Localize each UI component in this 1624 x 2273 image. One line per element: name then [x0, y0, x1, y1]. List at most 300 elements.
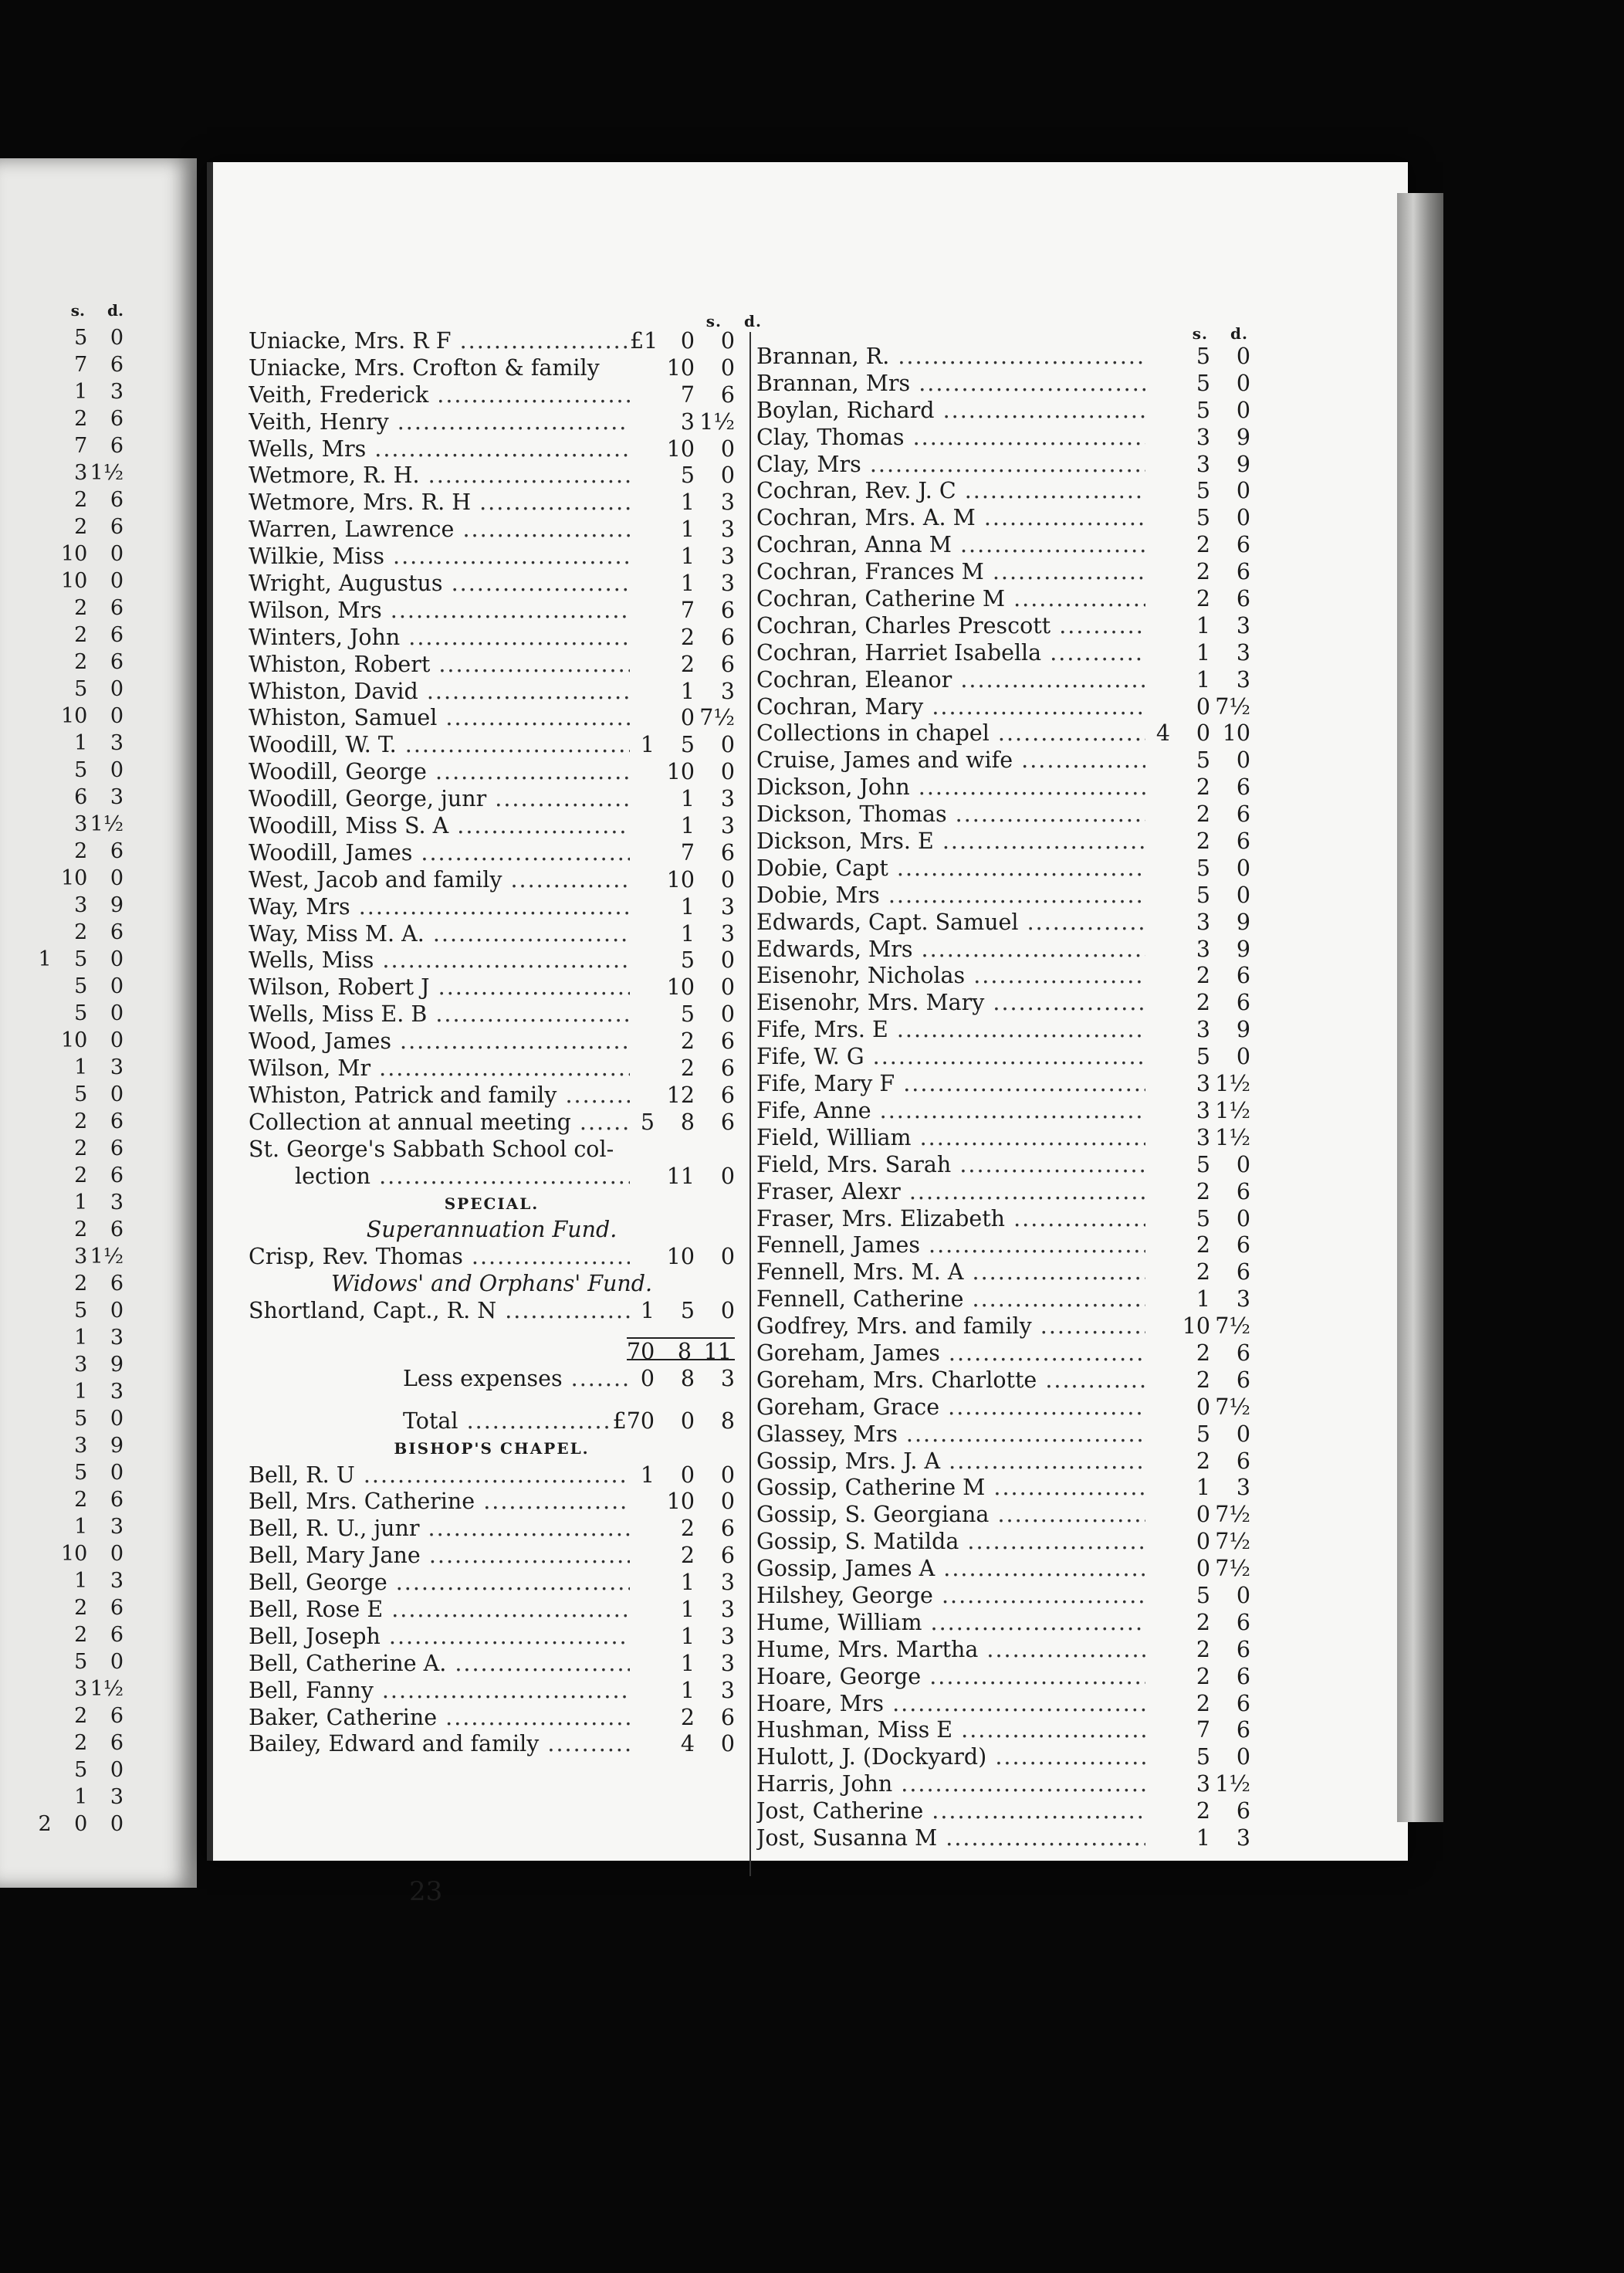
- table-row: [756, 398, 1250, 425]
- table-row: [756, 1798, 1250, 1825]
- subscriber-name: Collection at annual meeting .....: [249, 1109, 630, 1136]
- left-row: [15, 1459, 123, 1486]
- table-row: [249, 328, 735, 355]
- amount-shillings: 10: [1182, 1313, 1210, 1340]
- left-pence: 3: [110, 1380, 123, 1404]
- table-row: [249, 1001, 735, 1028]
- left-shillings: 2: [74, 839, 88, 863]
- left-shillings: 6: [74, 785, 88, 809]
- subscriber-name: Brannan, Mrs .....: [756, 371, 1145, 398]
- amount-shillings: 0: [1196, 693, 1210, 720]
- amount-shillings: 1: [680, 786, 695, 812]
- left-shillings: 2: [74, 1218, 88, 1242]
- left-row: [15, 540, 123, 567]
- amount-shillings: 3: [1196, 936, 1210, 962]
- left-shillings: 3: [74, 812, 88, 836]
- left-shillings: 2: [74, 1623, 88, 1647]
- subscriber-name: Way, Miss M. A. .....: [249, 921, 630, 948]
- table-row: [249, 1624, 735, 1651]
- left-pounds: [15, 1324, 52, 1351]
- left-pounds: [15, 1702, 52, 1729]
- left-shillings: 7: [74, 434, 88, 458]
- amount-pence: 0: [1236, 344, 1250, 369]
- left-pounds: [15, 1135, 52, 1162]
- table-row: [249, 355, 735, 382]
- table-row: [756, 1340, 1250, 1367]
- amount-pence: 3: [720, 571, 735, 597]
- amount-pence: 9: [1236, 424, 1250, 450]
- table-row: [249, 867, 735, 894]
- subscriber-name: Bell, R. U., junr .....: [249, 1516, 630, 1543]
- left-pounds: [15, 892, 52, 919]
- amount-shillings: 2: [680, 1543, 695, 1569]
- amount-shillings: 2: [1196, 586, 1210, 612]
- subscriber-name: Glassey, Mrs .....: [756, 1421, 1145, 1448]
- left-shillings: 1: [74, 1380, 88, 1404]
- table-row: [249, 894, 735, 921]
- left-row: [15, 324, 123, 351]
- left-shillings: 3: [74, 893, 88, 917]
- table-row: [756, 1421, 1250, 1448]
- left-pounds: [15, 459, 52, 486]
- left-pence: 3: [110, 1055, 123, 1079]
- left-row: [15, 1324, 123, 1351]
- amount-pence: 6: [1236, 828, 1250, 855]
- table-row: [249, 544, 735, 571]
- table-row: [756, 1744, 1250, 1771]
- amount-shillings: 3: [1196, 451, 1210, 477]
- subscriber-name: Dickson, Mrs. E .....: [756, 828, 1145, 855]
- left-pence: 0: [110, 1758, 123, 1782]
- left-pounds: [15, 1432, 52, 1459]
- amount-shillings: 5: [1196, 882, 1210, 908]
- left-pence: 0: [110, 947, 123, 971]
- amount-shillings: 5: [1196, 1744, 1210, 1770]
- page-number: 23: [409, 1876, 443, 1907]
- table-row: [756, 1583, 1250, 1610]
- amount-shillings: 12: [666, 1082, 695, 1108]
- amount-pence: 0: [720, 1731, 735, 1757]
- subscriber-name: Bailey, Edward and family .....: [249, 1731, 630, 1758]
- left-shillings: 2: [74, 407, 88, 431]
- amount-shillings: 10: [666, 759, 695, 785]
- left-row: [15, 1243, 123, 1270]
- amount-shillings: 2: [1196, 1663, 1210, 1689]
- table-row: [756, 505, 1250, 532]
- left-pounds: [15, 1621, 52, 1648]
- subscriber-name: Goreham, Grace .....: [756, 1394, 1145, 1421]
- left-row: [15, 1270, 123, 1297]
- left-pounds: [15, 1378, 52, 1405]
- subscriber-name: Uniacke, Mrs. R F .....: [249, 328, 630, 355]
- amount-shillings: 2: [1196, 559, 1210, 585]
- subscriber-name: Hume, Mrs. Martha .....: [756, 1637, 1145, 1664]
- subscriber-name: Whiston, David .....: [249, 679, 630, 706]
- amount-shillings: 3: [1196, 1071, 1210, 1097]
- left-row: [15, 703, 123, 730]
- left-pounds: [15, 973, 52, 1000]
- subscriber-name: Goreham, Mrs. Charlotte .....: [756, 1367, 1145, 1394]
- left-pence: 0: [110, 974, 123, 998]
- amount-shillings: 2: [1196, 828, 1210, 855]
- subscriber-name: Crisp, Rev. Thomas .....: [249, 1244, 630, 1271]
- table-row: [249, 947, 735, 974]
- amount-shillings: 0: [1196, 1529, 1210, 1555]
- left-row: [15, 1162, 123, 1189]
- subscriber-name: Dickson, John .....: [756, 774, 1145, 801]
- amount-shillings: 7: [680, 597, 695, 623]
- table-row: [756, 1179, 1250, 1206]
- left-shillings: 10: [60, 1542, 88, 1566]
- amount-shillings: 1: [680, 678, 695, 704]
- subscriber-name: Whiston, Patrick and family .....: [249, 1082, 630, 1109]
- table-row: [756, 667, 1250, 694]
- left-pounds: [15, 703, 52, 730]
- table-row: [756, 1044, 1250, 1071]
- left-pounds: [15, 324, 52, 351]
- subscriber-name: Veith, Henry .....: [249, 409, 630, 436]
- less-expenses-row: [249, 1366, 735, 1393]
- left-shillings: 5: [74, 1299, 88, 1323]
- left-pounds: [15, 1216, 52, 1243]
- left-pence: 3: [110, 1191, 123, 1214]
- amount-pence: 3: [720, 1623, 735, 1649]
- amount-pence: 6: [720, 1516, 735, 1542]
- amount-shillings: 2: [680, 1704, 695, 1730]
- left-row: [15, 1811, 123, 1838]
- left-pence: 0: [110, 1299, 123, 1323]
- amount-pence: 6: [720, 1028, 735, 1055]
- amount-shillings: 1: [1196, 666, 1210, 693]
- amount-shillings: 8: [680, 1109, 695, 1135]
- amount-pence: 7½: [1215, 1556, 1250, 1582]
- subscriber-name: Woodill, W. T. .....: [249, 732, 630, 759]
- amount-shillings: 1: [680, 489, 695, 516]
- left-shillings: 3: [74, 1353, 88, 1377]
- table-row: [756, 1475, 1250, 1502]
- left-row: [15, 892, 123, 919]
- left-row: [15, 1135, 123, 1162]
- left-pence: 6: [110, 1596, 123, 1620]
- left-row: [15, 919, 123, 946]
- table-row: [249, 1705, 735, 1732]
- table-row: [249, 705, 735, 732]
- left-pence: 0: [110, 677, 123, 701]
- amount-pence: 3: [720, 786, 735, 812]
- subscriber-name: Wells, Miss .....: [249, 947, 630, 974]
- left-pence: 0: [110, 758, 123, 782]
- left-row: [15, 1784, 123, 1811]
- amount-pence: 6: [720, 1109, 735, 1135]
- subscriber-name: Whiston, Robert .....: [249, 652, 630, 679]
- left-shillings: 5: [74, 1082, 88, 1106]
- left-header-d: d.: [107, 301, 123, 320]
- amount-pence: 7½: [699, 705, 735, 731]
- subscriber-name: Godfrey, Mrs. and family .....: [756, 1313, 1145, 1340]
- widows-heading: Widows' and Orphans' Fund.: [330, 1271, 653, 1297]
- table-row: [249, 813, 735, 840]
- amount-shillings: 1: [680, 517, 695, 543]
- left-pence: 0: [110, 866, 123, 890]
- amount-shillings: 1: [680, 920, 695, 947]
- amount-shillings: 2: [1196, 801, 1210, 828]
- amount-shillings: 2: [1196, 1367, 1210, 1393]
- subscriber-name: Cochran, Charles Prescott .....: [756, 613, 1145, 640]
- left-pounds: [15, 676, 52, 703]
- amount-pence: 3: [720, 1570, 735, 1596]
- subscriber-name: Fennell, Mrs. M. A .....: [756, 1259, 1145, 1286]
- amount-shillings: 1: [680, 544, 695, 570]
- amount-pence: 0: [720, 1298, 735, 1324]
- subscriber-name: Wilkie, Miss .....: [249, 544, 630, 571]
- amount-shillings: 5: [1196, 1205, 1210, 1231]
- left-shillings: 2: [74, 1109, 88, 1133]
- left-shillings: 3: [74, 1677, 88, 1701]
- left-pounds: [15, 784, 52, 811]
- amount-shillings: 5: [1196, 505, 1210, 531]
- left-pence: 1½: [90, 461, 123, 485]
- left-pence: 0: [110, 704, 123, 728]
- table-row: [756, 1286, 1250, 1313]
- amount-pounds: £1: [630, 328, 658, 354]
- left-shillings: 1: [74, 731, 88, 755]
- left-pence: 6: [110, 434, 123, 458]
- table-row: [249, 382, 735, 409]
- left-shillings: 1: [74, 1515, 88, 1539]
- amount-pence: 6: [1236, 1717, 1250, 1743]
- subscriber-name: Jost, Catherine .....: [756, 1798, 1145, 1825]
- amount-pounds: 4: [1155, 720, 1170, 747]
- subscriber-name: Woodill, James .....: [249, 840, 630, 867]
- amount-pence: 3: [720, 1650, 735, 1676]
- table-row: [756, 425, 1250, 452]
- subscriber-name: Woodill, Miss S. A .....: [249, 813, 630, 840]
- left-shillings: 5: [74, 1650, 88, 1674]
- subscriber-name: Hilshey, George .....: [756, 1583, 1145, 1610]
- left-pounds: [15, 513, 52, 540]
- table-row: [249, 1462, 735, 1489]
- left-shillings: 3: [74, 461, 88, 485]
- amount-pence: 7½: [1215, 693, 1250, 720]
- left-pounds: [15, 486, 52, 513]
- subscriber-name: Bell, Catherine A. .....: [249, 1651, 630, 1678]
- amount-pence: 0: [720, 947, 735, 974]
- left-row: [15, 676, 123, 703]
- total-label: Total .....: [249, 1408, 608, 1435]
- subscriber-name: Collections in chapel .....: [756, 720, 1145, 747]
- table-row: [756, 1232, 1250, 1259]
- amount-shillings: 0: [1196, 1556, 1210, 1582]
- subscriber-name: Gossip, Catherine M .....: [756, 1475, 1145, 1502]
- table-row: [756, 452, 1250, 479]
- amount-shillings: 1: [1196, 612, 1210, 639]
- amount-shillings: 2: [1196, 1690, 1210, 1716]
- subscriber-name: Gossip, S. Matilda .....: [756, 1529, 1145, 1556]
- subscriber-name: Wetmore, R. H. .....: [249, 462, 630, 489]
- amount-pence: 3: [1236, 1824, 1250, 1851]
- amount-shillings: 1: [1196, 1475, 1210, 1501]
- left-pence: 0: [110, 1407, 123, 1431]
- table-row: [249, 786, 735, 813]
- left-pence: 0: [110, 1650, 123, 1674]
- amount-shillings: 0: [1196, 1394, 1210, 1420]
- left-row: [15, 1432, 123, 1459]
- amount-shillings: 5: [1196, 397, 1210, 423]
- amount-shillings: 10: [666, 1489, 695, 1515]
- left-pounds: [15, 1189, 52, 1216]
- table-row: [756, 1125, 1250, 1152]
- amount-pence: 6: [720, 1055, 735, 1082]
- amount-pounds: 1: [640, 732, 655, 758]
- amount-shillings: 3: [1196, 909, 1210, 935]
- left-pence: 6: [110, 1704, 123, 1728]
- amount-pence: 0: [720, 1244, 735, 1270]
- subscriber-name: Bell, Rose E .....: [249, 1597, 630, 1624]
- amount-pence: 6: [1236, 774, 1250, 801]
- left-row: [15, 649, 123, 676]
- left-pounds: 1: [38, 947, 52, 971]
- amount-shillings: 2: [1196, 963, 1210, 989]
- subscriber-name: St. George's Sabbath School col-: [249, 1136, 614, 1162]
- left-page: [0, 158, 197, 1888]
- left-pounds: [15, 567, 52, 595]
- amount-pence: 6: [1236, 1448, 1250, 1474]
- table-row: [756, 1529, 1250, 1556]
- amount-pence: 6: [720, 1704, 735, 1730]
- amount-pence: 0: [720, 866, 735, 893]
- less-shillings: 8: [680, 1365, 695, 1391]
- subscriber-name: Gossip, S. Georgiana .....: [756, 1502, 1145, 1529]
- left-pence: 6: [110, 1488, 123, 1512]
- amount-shillings: 7: [1196, 1717, 1210, 1743]
- left-shillings: 2: [74, 515, 88, 539]
- left-shillings: 1: [74, 1569, 88, 1593]
- left-pounds: [15, 1162, 52, 1189]
- left-pence: 0: [110, 1001, 123, 1025]
- left-pence: 0: [110, 1812, 123, 1836]
- left-row: [15, 1297, 123, 1324]
- left-shillings: 1: [74, 1785, 88, 1809]
- amount-shillings: 5: [680, 462, 695, 489]
- amount-pence: 6: [1236, 586, 1250, 612]
- left-header-s: s.: [70, 301, 85, 320]
- left-pence: 6: [110, 650, 123, 674]
- left-pence: 6: [110, 839, 123, 863]
- amount-pence: 9: [1236, 1017, 1250, 1043]
- amount-pence: 3: [720, 678, 735, 704]
- subscriber-name: Harris, John .....: [756, 1771, 1145, 1798]
- amount-shillings: 2: [1196, 1232, 1210, 1258]
- amount-pence: 0: [1236, 370, 1250, 396]
- left-row: [15, 784, 123, 811]
- subscriber-name: Bell, Mary Jane .....: [249, 1543, 630, 1570]
- subscriber-name: Fife, Mrs. E .....: [756, 1017, 1145, 1044]
- amount-pence: 6: [1236, 990, 1250, 1016]
- amount-pence: 3: [720, 920, 735, 947]
- amount-shillings: 2: [1196, 774, 1210, 801]
- left-pounds: [15, 378, 52, 405]
- subtotal-pence: 11: [703, 1338, 732, 1364]
- left-row: [15, 432, 123, 459]
- amount-shillings: 1: [680, 1570, 695, 1596]
- table-row: [249, 462, 735, 489]
- left-pence: 3: [110, 1785, 123, 1809]
- table-row: [249, 1109, 735, 1136]
- table-row: [756, 1448, 1250, 1475]
- left-pounds: [15, 1486, 52, 1513]
- table-row: [756, 1313, 1250, 1340]
- amount-pence: 0: [1236, 505, 1250, 531]
- amount-shillings: 5: [1196, 1044, 1210, 1070]
- table-row: [249, 1244, 735, 1271]
- subscriber-name: Dobie, Capt .....: [756, 855, 1145, 882]
- left-shillings: 5: [74, 1461, 88, 1485]
- subscriber-name: Field, William .....: [756, 1125, 1145, 1152]
- amount-shillings: 5: [680, 1298, 695, 1324]
- amount-shillings: 5: [680, 947, 695, 974]
- amount-pence: 6: [720, 839, 735, 866]
- left-shillings: 5: [74, 974, 88, 998]
- table-row: [756, 1637, 1250, 1664]
- subscriber-name: Fraser, Alexr .....: [756, 1179, 1145, 1206]
- subscriber-name: Eisenohr, Nicholas .....: [756, 963, 1145, 990]
- left-row: [15, 1621, 123, 1648]
- amount-shillings: 0: [1196, 720, 1210, 747]
- amount-pence: 0: [720, 1001, 735, 1028]
- subscribers-column-2: [756, 344, 1250, 1852]
- subscriber-name: Eisenohr, Mrs. Mary .....: [756, 990, 1145, 1017]
- subscriber-name: Cochran, Harriet Isabella .....: [756, 640, 1145, 667]
- amount-pence: 6: [1236, 1340, 1250, 1366]
- subscriber-name: Uniacke, Mrs. Crofton & family: [249, 354, 600, 381]
- amount-pence: 0: [1236, 882, 1250, 908]
- left-pence: 6: [110, 488, 123, 512]
- total-row: [249, 1408, 735, 1435]
- left-row: [15, 1054, 123, 1081]
- left-pence: 6: [110, 1109, 123, 1133]
- left-shillings: 2: [74, 1731, 88, 1755]
- left-row: [15, 486, 123, 513]
- table-row: [756, 478, 1250, 505]
- subscriber-name: Wilson, Robert J .....: [249, 974, 630, 1001]
- amount-pence: 9: [1236, 936, 1250, 962]
- subscriber-name: Gossip, Mrs. J. A .....: [756, 1448, 1145, 1475]
- table-row: [249, 679, 735, 706]
- amount-pence: 3: [1236, 612, 1250, 639]
- amount-shillings: 2: [1196, 532, 1210, 558]
- left-row: [15, 1756, 123, 1784]
- table-row: [249, 1164, 735, 1191]
- amount-pence: 6: [1236, 1690, 1250, 1716]
- left-shillings: 1: [74, 1191, 88, 1214]
- amount-pence: 6: [1236, 1798, 1250, 1824]
- left-shillings: 10: [60, 569, 88, 593]
- amount-pence: 0: [720, 328, 735, 354]
- left-pounds: [15, 1351, 52, 1378]
- subscriber-name: Warren, Lawrence .....: [249, 517, 630, 544]
- table-row: [756, 1071, 1250, 1098]
- left-row: [15, 1702, 123, 1729]
- table-row: [756, 532, 1250, 559]
- amount-pence: 6: [1236, 1663, 1250, 1689]
- subscriber-name: Fife, Anne .....: [756, 1098, 1145, 1125]
- left-shillings: 2: [74, 920, 88, 944]
- amount-shillings: 3: [1196, 424, 1210, 450]
- left-row: [15, 1675, 123, 1702]
- left-row: [15, 1567, 123, 1594]
- subtotal-pounds: 70: [627, 1338, 655, 1364]
- amount-shillings: 1: [680, 893, 695, 920]
